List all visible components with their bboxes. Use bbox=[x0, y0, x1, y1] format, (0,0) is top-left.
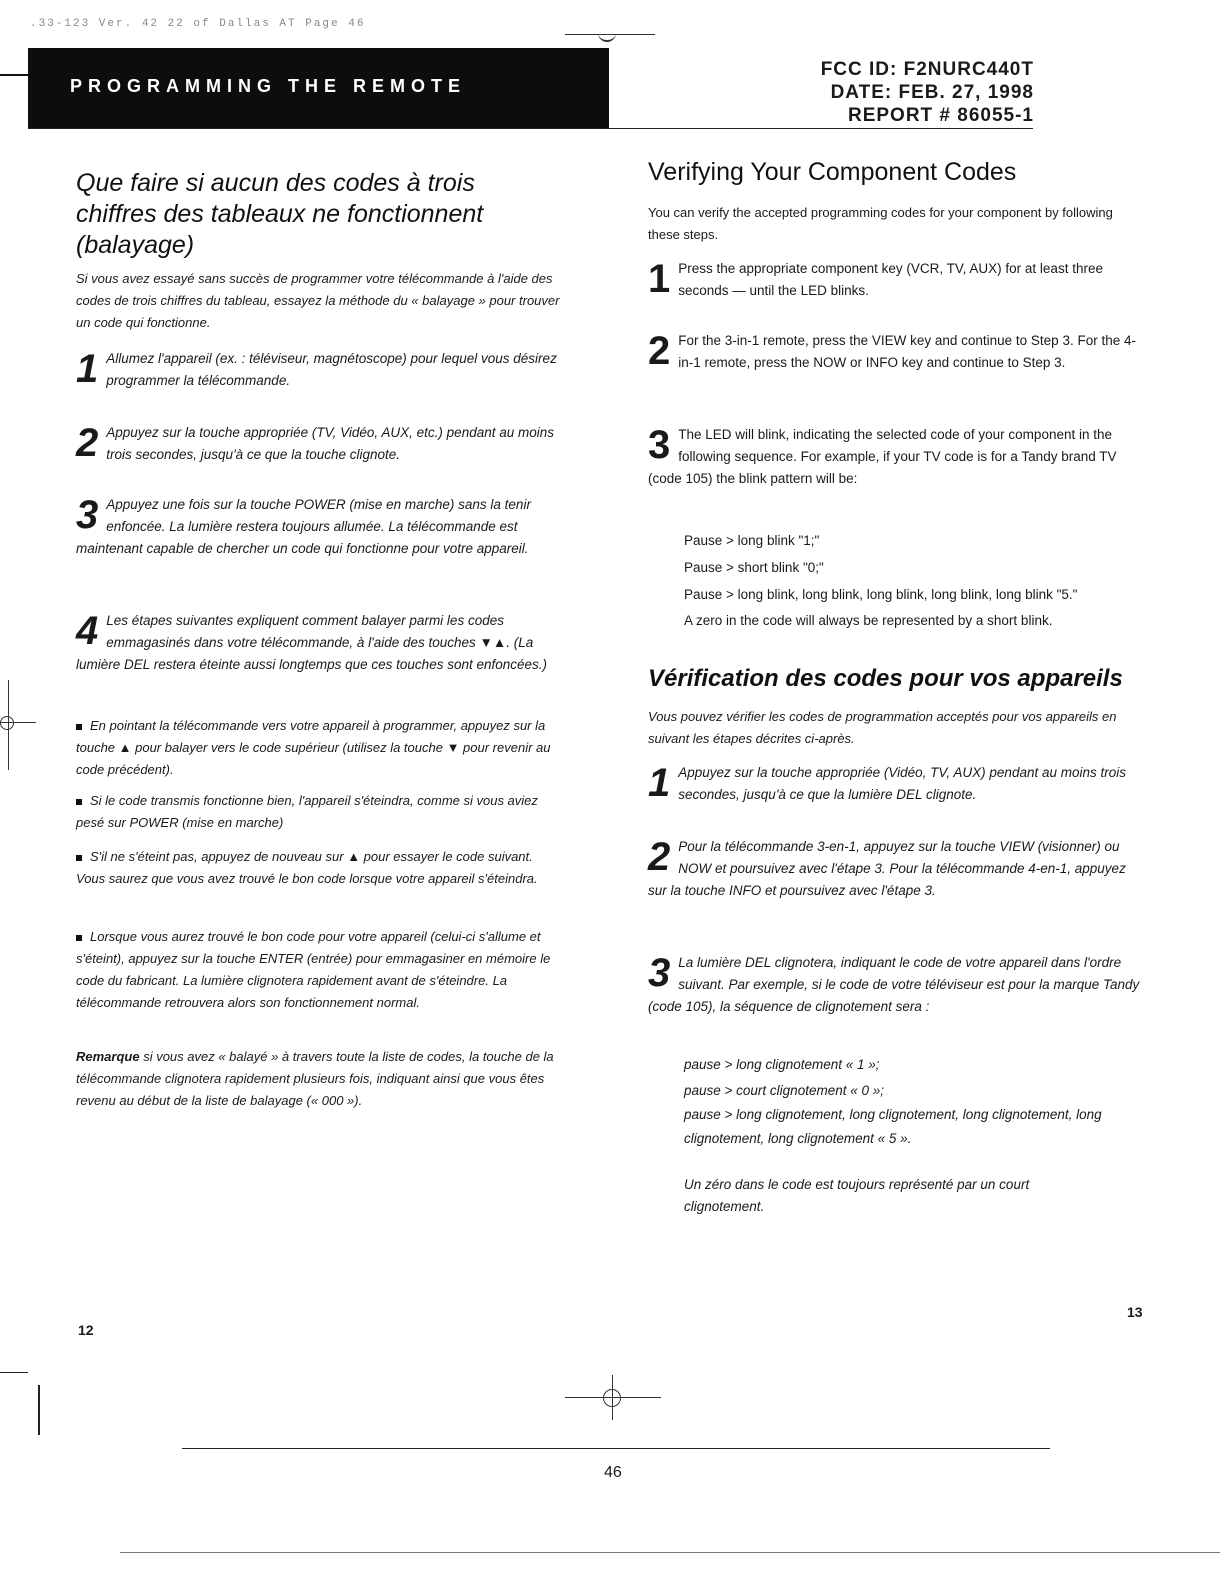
footer-scan-line bbox=[120, 1552, 1220, 1553]
step-number: 1 bbox=[648, 257, 671, 301]
step-number: 2 bbox=[648, 835, 671, 879]
step-text: Appuyez sur la touche appropriée (TV, Vidéo, AUX, etc.) pendant au moins trois secondes, jusqu'à ce que la touche clignote. bbox=[106, 425, 555, 462]
left-registration-mark bbox=[0, 716, 14, 730]
right-intro-fr: Vous pouvez vérifier les codes de programmation acceptés pour vos appareils en suivant les étapes décrites ci-après. bbox=[648, 709, 1117, 746]
blink-pattern-fr-note: Un zéro dans le code est toujours représenté par un court clignotement. bbox=[684, 1177, 1030, 1214]
bottom-registration-horizontal bbox=[565, 1397, 661, 1398]
left-heading: Que faire si aucun des codes à trois chiffres des tableaux ne fonctionnent (balayage) bbox=[76, 169, 484, 259]
left-bullet-2 bbox=[76, 790, 561, 834]
step-text: Appuyez sur la touche appropriée (Vidéo, TV, AUX) pendant au moins trois secondes, jusqu'à ce que la lumière DEL clignote. bbox=[678, 765, 1126, 802]
fcc-info-block bbox=[821, 58, 1034, 127]
fcc-date: DATE: FEB. 27, 1998 bbox=[830, 82, 1034, 103]
blink-pattern-fr-3: pause > long clignotement, long clignotement, long clignotement, long bbox=[684, 1107, 1102, 1122]
left-step-3 bbox=[76, 494, 566, 560]
right-page-number: 13 bbox=[1127, 1304, 1143, 1320]
blink-pattern-en-note: A zero in the code will always be represented by a short blink. bbox=[684, 613, 1053, 628]
left-step-4 bbox=[76, 610, 576, 676]
bullet-square-icon bbox=[76, 855, 82, 861]
left-registration-tick bbox=[0, 722, 36, 723]
step-number: 1 bbox=[648, 761, 671, 805]
step-number: 2 bbox=[648, 329, 671, 373]
step-text: Appuyez une fois sur la touche POWER (mise en marche) sans la tenir enfoncée. La lumière restera toujours allumée. La télécommande est maintenant capable de chercher un code qui fonctionne pour votre appareil. bbox=[76, 497, 531, 556]
blink-pattern-fr-1: pause > long clignotement « 1 »; bbox=[684, 1057, 880, 1072]
blink-pattern-en-1: Pause > long blink "1;" bbox=[684, 533, 820, 548]
fcc-report: REPORT # 86055-1 bbox=[847, 105, 1034, 126]
step-text: Allumez l'appareil (ex. : téléviseur, magnétoscope) pour lequel vous désirez programmer la télécommande. bbox=[106, 351, 557, 388]
blink-pattern-en-2: Pause > short blink "0;" bbox=[684, 560, 824, 575]
step-text: Pour la télécommande 3-en-1, appuyez sur la touche VIEW (visionner) ou NOW et poursuivez avec l'étape 3. Pour la télécommande 4-en-1, appuyez sur la touche INFO et poursuivez avec l'étape 3. bbox=[648, 839, 1126, 898]
bullet-text: Lorsque vous aurez trouvé le bon code pour votre appareil (celui-ci s'allume et s'éteint), appuyez sur la touche ENTER (entrée) pour emmagasiner en mémoire le code du fabricant. La lumière clignotera rapidement avant de s'éteindre. La télécommande retrouvera alors son fonctionnement normal. bbox=[76, 929, 551, 1010]
step-number: 2 bbox=[76, 421, 99, 465]
bullet-text: En pointant la télécommande vers votre appareil à programmer, appuyez sur la touche ▲ pour balayer vers le code supérieur (utilisez la touche ▼ pour revenir au code précédent). bbox=[76, 718, 551, 777]
step-text: La lumière DEL clignotera, indiquant le code de votre appareil dans l'ordre suivant. Par exemple, si le code de votre téléviseur est pour la marque Tandy (code 105), la séquence de clignotement sera : bbox=[648, 955, 1140, 1014]
right-step-en-1 bbox=[648, 258, 1143, 302]
bottom-left-crop-rule bbox=[0, 1372, 28, 1373]
bullet-text: Si le code transmis fonctionne bien, l'appareil s'éteindra, comme si vous aviez pesé sur POWER (mise en marche) bbox=[76, 793, 538, 830]
left-crop-rule bbox=[0, 74, 28, 76]
left-remark bbox=[76, 1046, 566, 1112]
right-heading-en: Verifying Your Component Codes bbox=[648, 158, 1017, 186]
remark-text: si vous avez « balayé » à travers toute la liste de codes, la touche de la télécommande clignotera rapidement plusieurs fois, indiquant ainsi que vous êtes revenu au début de la liste de balayage (« 000 »). bbox=[76, 1049, 554, 1108]
right-step-fr-2 bbox=[648, 836, 1143, 902]
step-text: Press the appropriate component key (VCR, TV, AUX) for at least three seconds — until the LED blinks. bbox=[678, 261, 1103, 298]
step-number: 1 bbox=[76, 347, 99, 391]
fax-header-line: .33-123 Ver. 42 22 of Dallas AT Page 46 bbox=[30, 18, 366, 30]
left-intro: Si vous avez essayé sans succès de programmer votre télécommande à l'aide des codes de trois chiffres du tableau, essayez la méthode du « balayage » pour trouver un code qui fonctionne. bbox=[76, 271, 560, 330]
step-number: 4 bbox=[76, 609, 99, 653]
header-rule bbox=[28, 128, 1033, 129]
bottom-left-crop-vertical bbox=[38, 1385, 40, 1435]
step-number: 3 bbox=[648, 951, 671, 995]
right-step-en-2 bbox=[648, 330, 1143, 374]
fcc-id: FCC ID: F2NURC440T bbox=[820, 59, 1034, 80]
left-bullet-1 bbox=[76, 715, 561, 781]
bullet-text: S'il ne s'éteint pas, appuyez de nouveau sur ▲ pour essayer le code suivant. Vous saurez que vous avez trouvé le bon code lorsque votre appareil s'éteindra. bbox=[76, 849, 538, 886]
left-bullet-3 bbox=[76, 846, 561, 890]
step-text: For the 3-in-1 remote, press the VIEW key and continue to Step 3. For the 4-in-1 remote, press the NOW or INFO key and continue to Step 3. bbox=[678, 333, 1136, 370]
right-heading-fr: Vérification des codes pour vos appareils bbox=[648, 665, 1123, 692]
bullet-square-icon bbox=[76, 724, 82, 730]
bottom-registration-circle bbox=[603, 1389, 621, 1407]
footer-rule bbox=[182, 1448, 1050, 1449]
blink-pattern-fr-4: clignotement, long clignotement « 5 ». bbox=[684, 1131, 912, 1146]
step-number: 3 bbox=[648, 423, 671, 467]
step-text: The LED will blink, indicating the selected code of your component in the following sequence. For example, if your TV code is for a Tandy brand TV (code 105) the blink pattern will be: bbox=[648, 427, 1117, 486]
right-intro-en: You can verify the accepted programming codes for your component by following these steps. bbox=[648, 205, 1113, 242]
left-page-number: 12 bbox=[78, 1322, 94, 1338]
blink-pattern-en-3: Pause > long blink, long blink, long blink, long blink, long blink "5." bbox=[684, 587, 1078, 602]
left-step-1 bbox=[76, 348, 566, 392]
bullet-square-icon bbox=[76, 799, 82, 805]
step-text: Les étapes suivantes expliquent comment balayer parmi les codes emmagasinés dans votre télécommande, à l'aide des touches ▼▲. (La lumière DEL restera éteinte aussi longtemps que ces touches sont enfoncées.) bbox=[76, 613, 548, 672]
step-number: 3 bbox=[76, 493, 99, 537]
right-step-fr-3 bbox=[648, 952, 1143, 1018]
right-step-fr-1 bbox=[648, 762, 1143, 806]
remark-label: Remarque bbox=[76, 1049, 140, 1064]
left-step-2 bbox=[76, 422, 566, 466]
right-step-en-3 bbox=[648, 424, 1143, 490]
footer-page-number: 46 bbox=[604, 1464, 622, 1481]
bullet-square-icon bbox=[76, 935, 82, 941]
registration-hook bbox=[598, 26, 616, 42]
left-bullet-4 bbox=[76, 926, 561, 1014]
section-banner-title: PROGRAMMING THE REMOTE bbox=[70, 76, 466, 96]
blink-pattern-fr-2: pause > court clignotement « 0 »; bbox=[684, 1083, 885, 1098]
